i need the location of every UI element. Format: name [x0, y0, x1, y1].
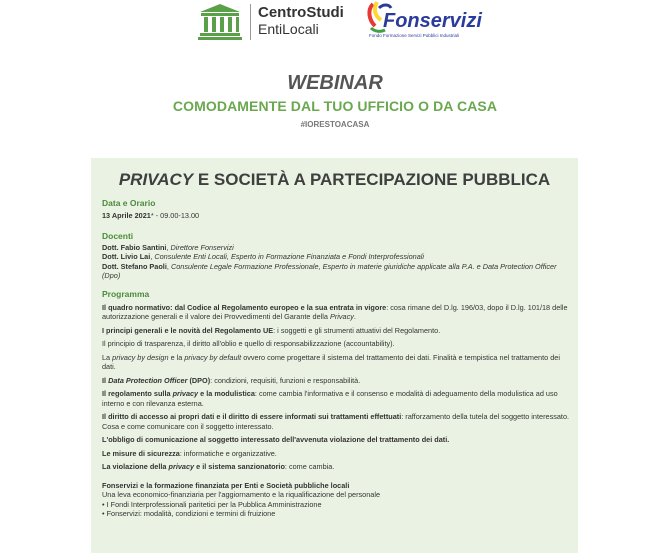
- webinar-subtitle: COMODAMENTE DAL TUO UFFICIO O DA CASA: [172, 98, 498, 114]
- programma-item: Il principio di trasparenza, il diritto all'oblio e quello di responsabilizzazione (accountability).: [102, 339, 395, 348]
- centrostudi-logo[interactable]: [198, 2, 348, 42]
- course-content: [102, 198, 570, 519]
- docente-item: Dott. Stefano Paoli, Consulente Legale Formazione Professionale, Esperto in materie giuridiche applicate alla P.A. e Data Protection Officer (Dpo): [102, 261, 557, 280]
- fonservizi-list-item: • I Fondi Interprofessionali paritetici per la Pubblica Amministrazione: [102, 499, 322, 509]
- webinar-title: WEBINAR: [287, 72, 383, 94]
- fonservizi-line: Una leva economico-finanziaria per l'aggiornamento e la riqualificazione del personale: [102, 490, 381, 499]
- course-title: PRIVACY E SOCIETÀ A PARTECIPAZIONE PUBBLICA: [118, 170, 551, 189]
- programma-item: Il regolamento sulla privacy e la modulistica: come cambia l'informativa e il consenso e modalità di adeguamento della modulistica ad uso interno e con rilevanza esterna.: [102, 389, 558, 408]
- programma-item: Il quadro normativo: dal Codice al Regolamento europeo e la sua entrata in vigore: cosa rimane del D.lg. 196/03, dopo il D.lg. 101/18 delle autorizzazione generali e il valore dei Provvedimenti del Garante della Privacy.: [102, 302, 568, 321]
- fonservizi-logo[interactable]: [365, 0, 482, 42]
- fonservizi-tagline: Fondo Formazione Servizi Pubblici Industriali: [369, 33, 460, 38]
- programma-item: La violazione della privacy e il sistema sanzionatorio: come cambia.: [102, 462, 335, 471]
- logo-name-bold: CentroStudi: [258, 4, 344, 21]
- logo-divider: [250, 4, 251, 40]
- course-panel: [91, 158, 578, 553]
- fonservizi-heading: Fonservizi e la formazione finanziata per Enti e Società pubbliche locali: [102, 480, 350, 490]
- programma-item: L'obbligo di comunicazione al soggetto interessato dell'avvenuta violazione del trattamento dei dati.: [102, 435, 450, 444]
- docente-item: Dott. Livio Lai, Consulente Enti Locali, Esperto in Formazione Finanziata e Fondi Interprofessionali: [102, 252, 425, 261]
- date-value: 13 Aprile 2021* - 09.00-13.00: [102, 211, 200, 220]
- fonservizi-name: Fonservizi: [383, 10, 482, 32]
- programma-heading: Programma: [102, 288, 150, 299]
- programma-item: I principi generali e le novità del Regolamento UE: i soggetti e gli strumenti attuativi del Regolamento.: [102, 325, 441, 335]
- hashtag: #IORESTOACASA: [300, 120, 370, 129]
- docente-item: Dott. Fabio Santini, Direttore Fonservizi: [102, 242, 234, 252]
- building-columns-icon: [198, 2, 242, 40]
- programma-item: Il Data Protection Officer (DPO): condizioni, requisiti, funzioni e responsabilità.: [102, 375, 361, 385]
- page-header: [0, 0, 670, 60]
- docenti-heading: Docenti: [102, 230, 134, 241]
- programma-item: Il diritto di accesso ai propri dati e il diritto di essere informati sui trattamenti effettuati: rafforzamento della tutela del soggetto interessato. Cosa e come comunicare con il soggetto interessato.: [102, 412, 570, 431]
- programma-item: Le misure di sicurezza: informatiche e organizzative.: [102, 448, 277, 458]
- programma-item: La privacy by design e la privacy by default ovvero come progettare il sistema del trattamento dei dati. Finalità e tempistica nel trattamento dei dati.: [102, 352, 560, 371]
- fonservizi-list-item: • Fonservizi: modalità, condizioni e termini di fruizione: [102, 509, 276, 518]
- date-heading: Data e Orario: [102, 198, 156, 208]
- logo-name-regular: EntiLocali: [258, 21, 319, 37]
